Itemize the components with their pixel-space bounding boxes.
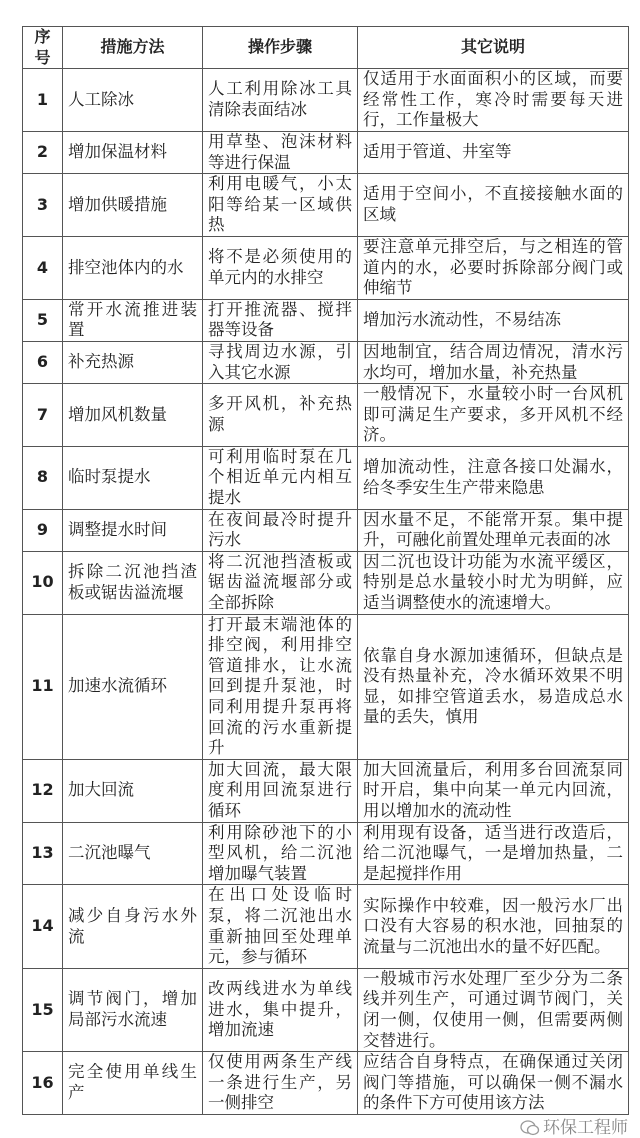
cell-no: 13: [23, 822, 63, 885]
cell-steps: 仅使用两条生产线一条进行生产，另一侧排空: [203, 1052, 358, 1115]
cell-notes: 实际操作中较难，因一般污水厂出口没有大容易的积水池，回抽泵的流量与二沉池出水的量不好匹配。: [358, 885, 629, 968]
wechat-icon: [520, 1119, 540, 1137]
cell-method: 加大回流: [63, 759, 203, 822]
header-no: 序号: [23, 27, 63, 69]
cell-method: 减少自身污水外流: [63, 885, 203, 968]
cell-no: 12: [23, 759, 63, 822]
header-notes: 其它说明: [358, 27, 629, 69]
table-row: [23, 759, 629, 822]
cell-no: 6: [23, 341, 63, 383]
cell-no: 1: [23, 69, 63, 132]
table-row: [23, 509, 629, 551]
cell-steps: 人工利用除冰工具清除表面结冰: [203, 69, 358, 132]
cell-steps: 在夜间最冷时提升污水: [203, 509, 358, 551]
cell-steps: 利用电暖气，小太阳等给某一区域供热: [203, 174, 358, 237]
cell-steps: 多开风机，补充热源: [203, 384, 358, 447]
cell-steps: 可利用临时泵在几个相近单元内相互提水: [203, 446, 358, 509]
cell-notes: 因二沉也设计功能为水流平缓区，特别是总水量较小时尤为明鲜，应适当调整使水的流速增大。: [358, 551, 629, 614]
cell-method: 增加风机数量: [63, 384, 203, 447]
cell-steps: 加大回流，最大限度利用回流泵进行循环: [203, 759, 358, 822]
table-row: [23, 131, 629, 173]
cell-steps: 将不是必须使用的单元内的水排空: [203, 236, 358, 299]
header-method: 措施方法: [63, 27, 203, 69]
table-row: [23, 1052, 629, 1115]
table-row: [23, 236, 629, 299]
table-row: [23, 885, 629, 968]
watermark: [22, 1118, 628, 1138]
cell-notes: 依靠自身水源加速循环，但缺点是没有热量补充，冷水循环效果不明显，如排空管道丢水，易造成总水量的丢失，慎用: [358, 614, 629, 759]
table-row: [23, 69, 629, 132]
cell-method: 完全使用单线生产: [63, 1052, 203, 1115]
cell-steps: 改两线进水为单线进水，集中提升，增加流速: [203, 968, 358, 1051]
cell-steps: 打开推流器、搅拌器等设备: [203, 299, 358, 341]
cell-no: 14: [23, 885, 63, 968]
cell-no: 7: [23, 384, 63, 447]
table-header-row: [23, 27, 629, 69]
cell-steps: 打开最末端池体的排空阀，利用排空管道排水，让水流回到提升泵池，时同利用提升泵再将回流的污水重新提升: [203, 614, 358, 759]
cell-steps: 在出口处设临时泵，将二沉池出水重新抽回至处理单元，参与循环: [203, 885, 358, 968]
cell-steps: 用草垫、泡沫材料等进行保温: [203, 131, 358, 173]
cell-notes: 加大回流量后，利用多台回流泵同时开启，集中向某一单元内回流，用以增加水的流动性: [358, 759, 629, 822]
cell-no: 3: [23, 174, 63, 237]
table-row: [23, 968, 629, 1051]
cell-notes: 适用于管道、井室等: [358, 131, 629, 173]
table-row: [23, 341, 629, 383]
cell-no: 8: [23, 446, 63, 509]
cell-method: 加速水流循环: [63, 614, 203, 759]
cell-notes: 利用现有设备，适当进行改造后，给二沉池曝气，一是增加热量，二是起搅拌作用: [358, 822, 629, 885]
cell-no: 16: [23, 1052, 63, 1115]
table-row: [23, 384, 629, 447]
cell-notes: 增加流动性，注意各接口处漏水，给冬季安生生产带来隐患: [358, 446, 629, 509]
cell-notes: 应结合自身特点，在确保通过关闭阀门等措施，可以确保一侧不漏水的条件下方可使用该方法: [358, 1052, 629, 1115]
cell-method: 二沉池曝气: [63, 822, 203, 885]
cell-notes: 因水量不足，不能常开泵。集中提升，可融化前置处理单元表面的冰: [358, 509, 629, 551]
cell-method: 拆除二沉池挡渣板或锯齿溢流堰: [63, 551, 203, 614]
cell-notes: 一般情况下，水量较小时一台风机即可满足生产要求，多开风机不经济。: [358, 384, 629, 447]
document-body: [22, 26, 628, 1138]
cell-no: 11: [23, 614, 63, 759]
cell-method: 人工除冰: [63, 69, 203, 132]
cell-steps: 利用除砂池下的小型风机，给二沉池增加曝气装置: [203, 822, 358, 885]
watermark-text: 环保工程师: [543, 1117, 628, 1138]
table-row: [23, 614, 629, 759]
cell-notes: 仅适用于水面面积小的区域，而要经常性工作，寒冷时需要每天进行，工作量极大: [358, 69, 629, 132]
table-row: [23, 446, 629, 509]
cell-steps: 寻找周边水源，引入其它水源: [203, 341, 358, 383]
cell-method: 补充热源: [63, 341, 203, 383]
table-row: [23, 299, 629, 341]
cell-method: 临时泵提水: [63, 446, 203, 509]
cell-notes: 一般城市污水处理厂至少分为二条线并列生产，可通过调节阀门，关闭一侧，仅使用一侧，但需要两侧交替进行。: [358, 968, 629, 1051]
cell-no: 5: [23, 299, 63, 341]
cell-method: 调整提水时间: [63, 509, 203, 551]
measures-table: [22, 26, 629, 1115]
cell-notes: 增加污水流动性，不易结冻: [358, 299, 629, 341]
cell-steps: 将二沉池挡渣板或锯齿溢流堰部分或全部拆除: [203, 551, 358, 614]
header-steps: 操作步骤: [203, 27, 358, 69]
table-row: [23, 174, 629, 237]
cell-method: 增加供暖措施: [63, 174, 203, 237]
cell-no: 2: [23, 131, 63, 173]
cell-no: 10: [23, 551, 63, 614]
cell-no: 4: [23, 236, 63, 299]
cell-method: 调节阀门，增加局部污水流速: [63, 968, 203, 1051]
cell-notes: 要注意单元排空后，与之相连的管道内的水，必要时拆除部分阀门或伸缩节: [358, 236, 629, 299]
cell-no: 15: [23, 968, 63, 1051]
cell-notes: 适用于空间小，不直接接触水面的区域: [358, 174, 629, 237]
cell-method: 常开水流推进装置: [63, 299, 203, 341]
cell-method: 排空池体内的水: [63, 236, 203, 299]
table-row: [23, 551, 629, 614]
cell-no: 9: [23, 509, 63, 551]
cell-notes: 因地制宜，结合周边情况，清水污水均可，增加水量，补充热量: [358, 341, 629, 383]
cell-method: 增加保温材料: [63, 131, 203, 173]
table-row: [23, 822, 629, 885]
